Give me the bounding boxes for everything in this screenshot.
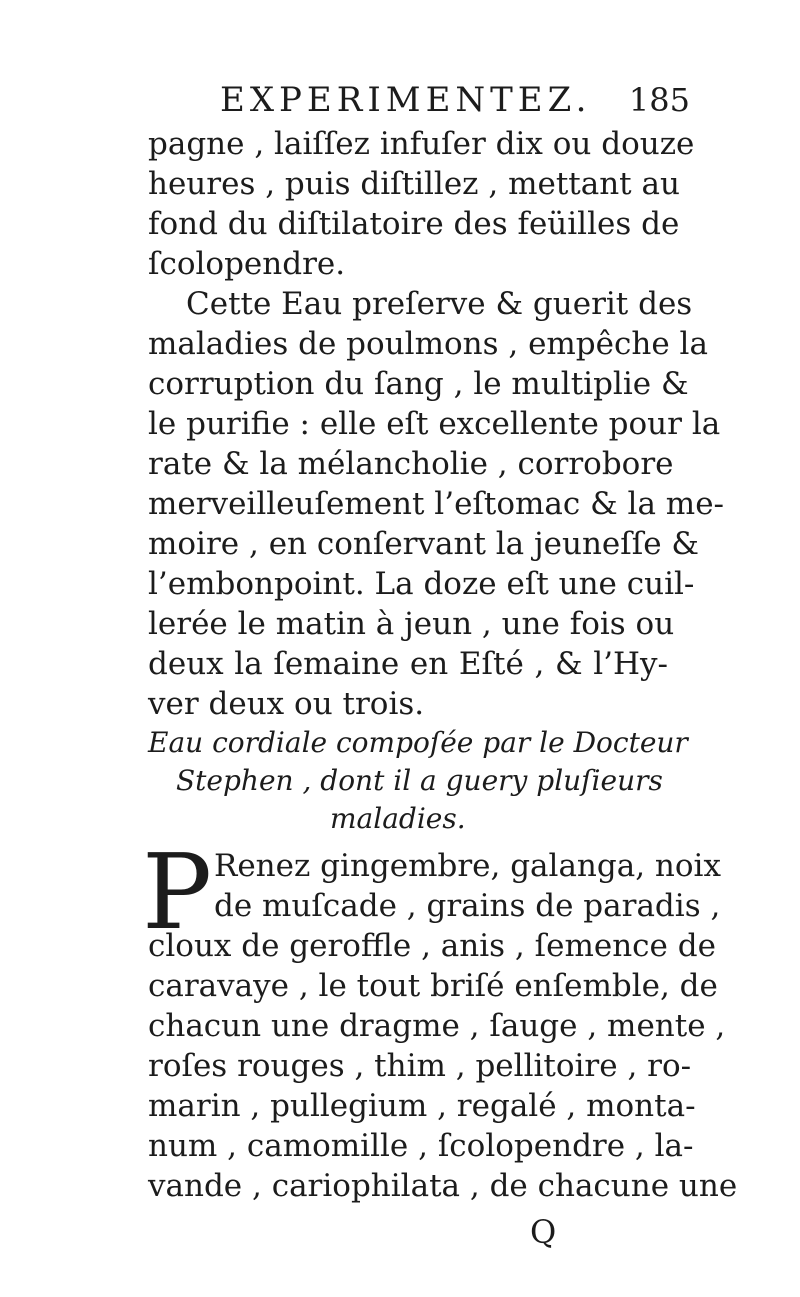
text-line: ver deux ou trois. <box>148 686 425 722</box>
section-heading-line: maladies. <box>330 802 466 835</box>
text-line: lerée le matin à jeun , une fois ou <box>148 606 675 642</box>
page-header <box>150 78 690 122</box>
text-line: deux la ſemaine en Eſté , & l’Hy- <box>148 646 668 682</box>
text-line: le purifie : elle eſt excellente pour la <box>148 406 721 442</box>
text-line: marin , pullegium , regalé , monta- <box>148 1088 696 1124</box>
catchword: Q <box>530 1213 557 1251</box>
text-line: l’embonpoint. La doze eſt une cuil- <box>148 566 695 602</box>
page-number: 185 <box>628 81 690 119</box>
text-line: Cette Eau preſerve & guerit des <box>186 286 693 322</box>
text-line: caravaye , le tout briſé enſemble, de <box>148 968 718 1004</box>
text-line: merveilleuſement l’eſtomac & la me- <box>148 486 725 522</box>
text-line: chacun une dragme , ſauge , mente , <box>148 1008 726 1044</box>
text-line: cloux de geroffle , anis , ſemence de <box>148 928 716 964</box>
running-head: EXPERIMENTEZ. <box>220 80 592 120</box>
text-line: moire , en conſervant la jeuneſſe & <box>148 526 699 562</box>
text-line: maladies de poulmons , empêche la <box>148 326 708 362</box>
text-line: pagne , laiſſez infuſer dix ou douze <box>148 126 695 162</box>
text-line: Renez gingembre, galanga, noix <box>214 848 721 884</box>
drop-cap: P <box>142 831 212 953</box>
text-line: roſes rouges , thim , pellitoire , ro- <box>148 1048 692 1084</box>
section-heading-line: Eau cordiale compoſée par le Docteur <box>148 726 688 759</box>
text-line: heures , puis diſtillez , mettant au <box>148 166 680 202</box>
section-heading-line: Stephen , dont il a guery pluſieurs <box>176 764 663 797</box>
text-line: fond du diſtilatoire des feüilles de <box>148 206 680 242</box>
text-line: ſcolopendre. <box>148 246 346 282</box>
text-line: rate & la mélancholie , corrobore <box>148 446 674 482</box>
text-line: corruption du ſang , le multiplie & <box>148 366 689 402</box>
text-line: de muſcade , grains de paradis , <box>214 888 721 924</box>
text-line: vande , cariophilata , de chacune une <box>148 1168 738 1204</box>
text-line: num , camomille , ſcolopendre , la- <box>148 1128 694 1164</box>
